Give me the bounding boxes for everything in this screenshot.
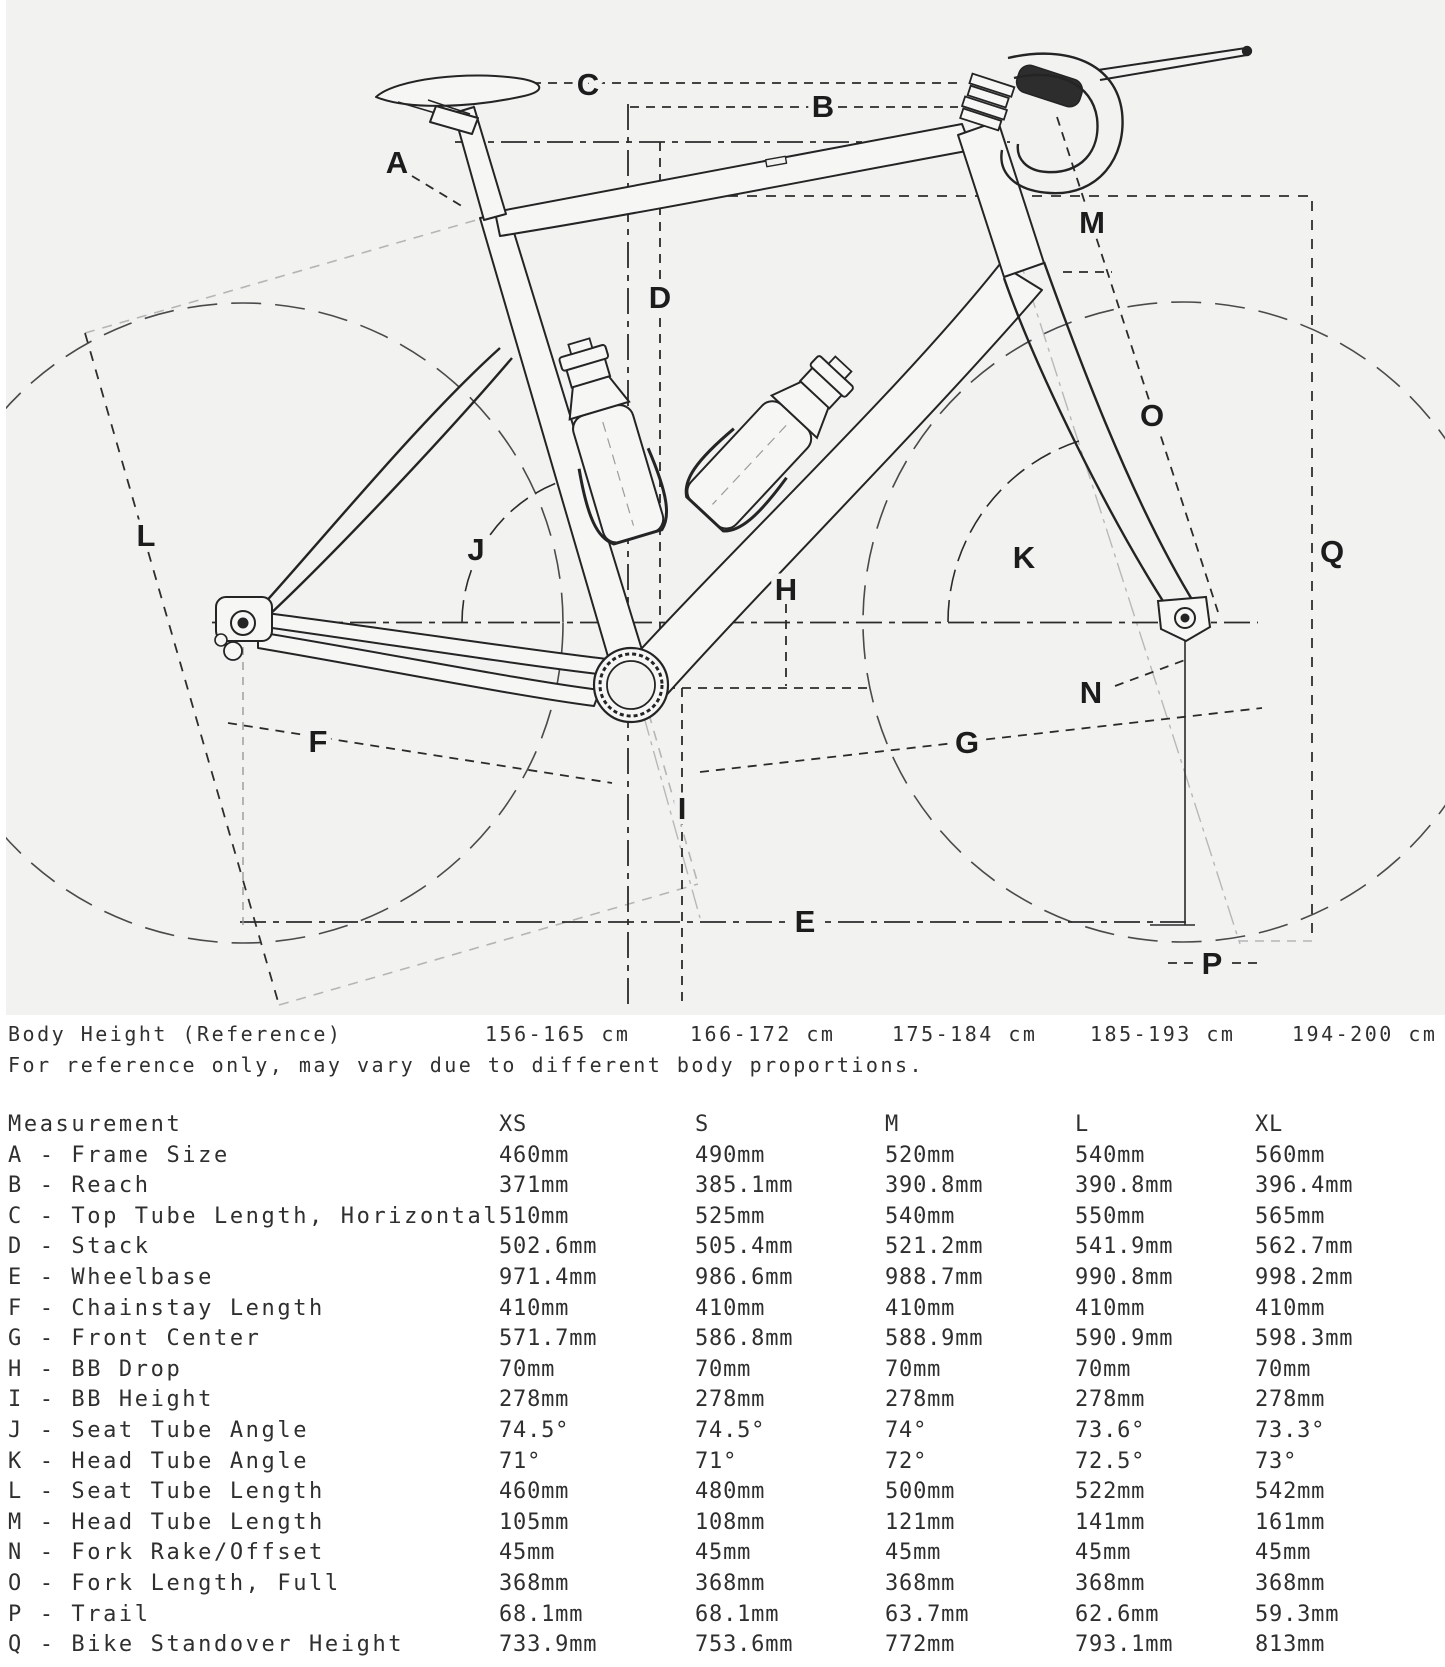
- table-row: [0, 1294, 1445, 1325]
- reference-note: For reference only, may vary due to different body proportions.: [8, 1053, 925, 1077]
- body-height-range-s: 166-172 cm: [690, 1022, 836, 1046]
- row-label: F - Chainstay Length: [8, 1295, 325, 1321]
- dim-label-J: J: [467, 532, 485, 567]
- row-value: L: [1075, 1112, 1090, 1137]
- row-value: 460mm: [499, 1142, 570, 1168]
- row-label: Measurement: [8, 1112, 183, 1137]
- row-label: B - Reach: [8, 1173, 151, 1199]
- row-value: 368mm: [1255, 1570, 1326, 1596]
- row-value: 62.6mm: [1075, 1601, 1160, 1627]
- row-value: 480mm: [695, 1479, 766, 1505]
- row-value: 998.2mm: [1255, 1264, 1354, 1290]
- row-label: O - Fork Length, Full: [8, 1570, 341, 1596]
- row-value: 161mm: [1255, 1509, 1326, 1535]
- body-height-range-m: 175-184 cm: [892, 1022, 1038, 1046]
- body-height-row: [0, 1019, 1445, 1050]
- table-row: [0, 1538, 1445, 1569]
- row-label: K - Head Tube Angle: [8, 1448, 310, 1474]
- row-value: 586.8mm: [695, 1326, 794, 1352]
- row-value: 385.1mm: [695, 1173, 794, 1199]
- row-value: 368mm: [1075, 1570, 1146, 1596]
- row-value: 45mm: [695, 1540, 752, 1566]
- row-value: 541.9mm: [1075, 1234, 1174, 1260]
- row-label: N - Fork Rake/Offset: [8, 1540, 325, 1566]
- row-value: 571.7mm: [499, 1326, 598, 1352]
- table-row: [0, 1263, 1445, 1294]
- body-height-range-xl: 194-200 cm: [1292, 1022, 1438, 1046]
- row-value: 70mm: [695, 1356, 752, 1382]
- row-value: 390.8mm: [885, 1173, 984, 1199]
- row-value: 74.5°: [695, 1417, 766, 1443]
- row-value: 72.5°: [1075, 1448, 1146, 1474]
- table-row: [0, 1569, 1445, 1600]
- table-row: [0, 1416, 1445, 1447]
- row-value: 72°: [885, 1448, 928, 1474]
- front-dropout: [1158, 597, 1210, 641]
- table-row: [0, 1477, 1445, 1508]
- row-value: 590.9mm: [1075, 1326, 1174, 1352]
- dim-label-N: N: [1079, 675, 1103, 710]
- row-label: G - Front Center: [8, 1326, 262, 1352]
- row-label: M - Head Tube Length: [8, 1509, 325, 1535]
- row-value: 988.7mm: [885, 1264, 984, 1290]
- row-value: 70mm: [499, 1356, 556, 1382]
- row-label: A - Frame Size: [8, 1142, 230, 1168]
- dim-label-K: K: [1012, 540, 1036, 575]
- row-value: 390.8mm: [1075, 1173, 1174, 1199]
- table-row: [0, 1324, 1445, 1355]
- row-value: 278mm: [499, 1387, 570, 1413]
- row-value: 74°: [885, 1417, 928, 1443]
- row-value: S: [695, 1112, 710, 1137]
- dimension-labels: [137, 67, 1345, 981]
- row-value: 278mm: [1075, 1387, 1146, 1413]
- row-value: 550mm: [1075, 1203, 1146, 1229]
- dim-label-D: D: [648, 280, 672, 315]
- body-height-range-l: 185-193 cm: [1090, 1022, 1236, 1046]
- row-value: 71°: [499, 1448, 542, 1474]
- dim-label-I: I: [677, 791, 687, 826]
- row-value: 410mm: [885, 1295, 956, 1321]
- row-value: 505.4mm: [695, 1234, 794, 1260]
- row-value: 368mm: [695, 1570, 766, 1596]
- row-value: 410mm: [1255, 1295, 1326, 1321]
- row-value: 278mm: [695, 1387, 766, 1413]
- row-value: 141mm: [1075, 1509, 1146, 1535]
- table-header-row: [0, 1110, 1445, 1141]
- row-label: D - Stack: [8, 1234, 151, 1260]
- row-value: 510mm: [499, 1203, 570, 1229]
- row-value: 410mm: [1075, 1295, 1146, 1321]
- row-value: 45mm: [1075, 1540, 1132, 1566]
- dim-label-G: G: [954, 725, 980, 760]
- body-height-range-xs: 156-165 cm: [485, 1022, 631, 1046]
- row-value: 63.7mm: [885, 1601, 970, 1627]
- row-value: XS: [499, 1112, 528, 1137]
- row-value: 562.7mm: [1255, 1234, 1354, 1260]
- row-value: 460mm: [499, 1479, 570, 1505]
- row-value: 68.1mm: [695, 1601, 780, 1627]
- row-value: 278mm: [1255, 1387, 1326, 1413]
- row-value: 396.4mm: [1255, 1173, 1354, 1199]
- row-value: 753.6mm: [695, 1632, 794, 1658]
- row-value: 522mm: [1075, 1479, 1146, 1505]
- row-value: 45mm: [499, 1540, 556, 1566]
- dim-label-E: E: [794, 904, 816, 939]
- table-row: [0, 1171, 1445, 1202]
- row-label: Q - Bike Standover Height: [8, 1632, 405, 1658]
- row-value: 70mm: [885, 1356, 942, 1382]
- row-value: 502.6mm: [499, 1234, 598, 1260]
- dim-label-M: M: [1079, 205, 1105, 240]
- row-value: 45mm: [1255, 1540, 1312, 1566]
- dim-label-L: L: [136, 518, 156, 553]
- row-value: 368mm: [499, 1570, 570, 1596]
- body-height-label: Body Height (Reference): [8, 1022, 343, 1046]
- row-value: M: [885, 1112, 900, 1137]
- row-value: 588.9mm: [885, 1326, 984, 1352]
- row-value: 108mm: [695, 1509, 766, 1535]
- row-value: 73°: [1255, 1448, 1298, 1474]
- row-value: 105mm: [499, 1509, 570, 1535]
- row-value: 410mm: [499, 1295, 570, 1321]
- row-value: 542mm: [1255, 1479, 1326, 1505]
- row-label: L - Seat Tube Length: [8, 1479, 325, 1505]
- dim-label-Q: Q: [1319, 534, 1345, 569]
- row-value: 971.4mm: [499, 1264, 598, 1290]
- row-value: 410mm: [695, 1295, 766, 1321]
- bottom-bracket: [594, 648, 668, 722]
- row-value: 565mm: [1255, 1203, 1326, 1229]
- table-row: [0, 1355, 1445, 1386]
- dim-label-H: H: [774, 572, 798, 607]
- dim-label-F: F: [308, 724, 328, 759]
- row-value: 540mm: [885, 1203, 956, 1229]
- dim-label-O: O: [1139, 398, 1165, 433]
- table-row: [0, 1600, 1445, 1631]
- geometry-table: [0, 1110, 1445, 1661]
- table-row: [0, 1508, 1445, 1539]
- row-value: 525mm: [695, 1203, 766, 1229]
- row-value: 521.2mm: [885, 1234, 984, 1260]
- row-value: 121mm: [885, 1509, 956, 1535]
- dim-label-C: C: [576, 67, 600, 102]
- row-value: 560mm: [1255, 1142, 1326, 1168]
- row-value: 540mm: [1075, 1142, 1146, 1168]
- row-value: 520mm: [885, 1142, 956, 1168]
- row-value: 490mm: [695, 1142, 766, 1168]
- row-value: 371mm: [499, 1173, 570, 1199]
- row-value: 278mm: [885, 1387, 956, 1413]
- row-value: 368mm: [885, 1570, 956, 1596]
- row-value: 598.3mm: [1255, 1326, 1354, 1352]
- row-value: 71°: [695, 1448, 738, 1474]
- table-row: [0, 1202, 1445, 1233]
- row-value: 73.3°: [1255, 1417, 1326, 1443]
- row-value: 733.9mm: [499, 1632, 598, 1658]
- seat-tube-length-line: [85, 333, 279, 1005]
- axle-ticks: [243, 630, 1195, 930]
- dim-label-B: B: [811, 89, 835, 124]
- body-height-reference: [0, 1019, 1445, 1081]
- table-row: [0, 1232, 1445, 1263]
- row-value: 986.6mm: [695, 1264, 794, 1290]
- row-value: 793.1mm: [1075, 1632, 1174, 1658]
- dim-label-A: A: [385, 145, 409, 180]
- row-value: 59.3mm: [1255, 1601, 1340, 1627]
- left-margin: [0, 0, 6, 1015]
- row-value: 772mm: [885, 1632, 956, 1658]
- row-value: 45mm: [885, 1540, 942, 1566]
- table-row: [0, 1141, 1445, 1172]
- row-label: P - Trail: [8, 1601, 151, 1627]
- row-value: XL: [1255, 1112, 1284, 1137]
- row-label: E - Wheelbase: [8, 1264, 214, 1290]
- row-value: 70mm: [1075, 1356, 1132, 1382]
- row-value: 73.6°: [1075, 1417, 1146, 1443]
- row-label: J - Seat Tube Angle: [8, 1417, 310, 1443]
- table-row: [0, 1385, 1445, 1416]
- row-label: C - Top Tube Length, Horizontal: [8, 1203, 500, 1229]
- row-value: 70mm: [1255, 1356, 1312, 1382]
- table-row: [0, 1447, 1445, 1478]
- row-value: 74.5°: [499, 1417, 570, 1443]
- row-value: 990.8mm: [1075, 1264, 1174, 1290]
- dim-label-P: P: [1201, 946, 1223, 981]
- table-row: [0, 1630, 1445, 1661]
- row-label: H - BB Drop: [8, 1356, 183, 1382]
- row-value: 813mm: [1255, 1632, 1326, 1658]
- row-label: I - BB Height: [8, 1387, 214, 1413]
- row-value: 68.1mm: [499, 1601, 584, 1627]
- row-value: 500mm: [885, 1479, 956, 1505]
